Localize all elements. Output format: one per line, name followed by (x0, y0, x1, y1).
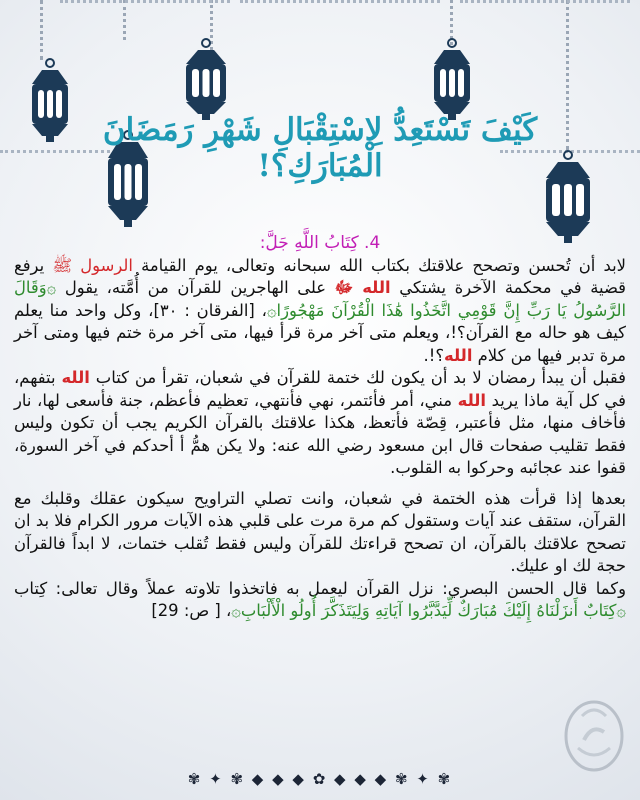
quran-verse: ۞كِتَابٌ أَنزَلْنَاهُ إِلَيْكَ مُبَارَكٌ لِّيَدَّبَّرُوا آيَاتِهِ وَلِيَتَذَكَّرَ أُولُو الْأَلْبَابِ۞ (231, 601, 626, 620)
divine-name: الله (444, 345, 473, 365)
ramadan-logo (562, 696, 626, 774)
article-body (14, 232, 626, 623)
paragraph-text: لابد أن تُحسن وتصحح علاقتك بكتاب الله سبحانه وتعالى، يوم القيامة (141, 255, 626, 275)
section-heading: 4. كِتَابُ اللَّهِ جَلَّ: (259, 233, 381, 253)
page-title: كَيْفَ تَسْتَعِدُّ لِاسْتِقْبَالِ شَهْرِ رَمَضَانَ الْمُبَارَكِ؟! (102, 112, 538, 184)
paragraph-text: مني، أمر فأئتمر، نهي فأنتهي، تعظيم فأعظم، جنة فأسعى لها، نار فأخاف منها، مثل فأعتبر، قِصّة فأتعظ، هكذا علاقتك بالقرآن الكريم يجب أن تكون وليس فقط تقليب صفحات قال ابن مسعود رضي الله عنه: ولا يكن همُّ أ أحدكم في آخر السورة، قفوا عند عجائبه وحركوا به القلوب. (14, 390, 626, 477)
paragraph-text: فقبل أن يبدأ رمضان لا بد أن يكون لك ختمة للقرآن في شعبان، تقرأ من كتاب (89, 368, 627, 387)
bead-chain (460, 0, 630, 63)
divine-name: الله (457, 390, 487, 410)
paragraph-text: ، [ ص: 29] (151, 601, 232, 620)
ornament-divider: ✾ ✦ ✾ ◆ ◆ ◆ ✿ ◆ ◆ ◆ ✾ ✦ ✾ (187, 770, 453, 788)
bead-string (40, 0, 43, 60)
divine-name: الله (61, 368, 90, 387)
spacer (14, 480, 626, 488)
paragraph (14, 255, 626, 368)
lantern-icon (424, 38, 480, 122)
quran-verse: ۞وَقَالَ الرَّسُولُ يَا رَبِّ إِنَّ قَوْمِي اتَّخَذُوا هَٰذَا الْقُرْآنَ مَهْجُورًا۞ (14, 278, 627, 320)
paragraph-text: بتفهم، في كل آية ماذا يريد (14, 368, 626, 410)
paragraph: بعدها إذا قرأت هذه الختمة في شعبان، وانت تصلي التراويح سيكون عقلك وقلبك مع القرآن، ستقف عند آيات وستقول كم مرة مرت على قلبي هذه الآيات مرور الكرام فلا بد ان تصحح علاقتك بالقرآن، ان تصحح قراءتك للقرآن وليس فقط تُقلب ختمات، لا ابداً فالقرآن حجة لك او عليك. (14, 488, 626, 575)
prophet-name: الرسول ﷺ (52, 255, 133, 275)
bead-chain (240, 0, 440, 63)
paragraph-text: وكما قال الحسن البصري: نزل القرآن ليعمل به فاتخذوا تلاوته عملاً وقال تعالى: كِتاب (14, 578, 626, 598)
paragraph (14, 367, 626, 480)
paragraph-text: على الهاجرين للقرآن من أُمَّته، يقول (56, 278, 335, 297)
paragraph-text: يرفع قضية في محكمة الآخرة يشتكي (14, 255, 626, 297)
paragraph-text: ، [الفرقان : ٣٠]، وكل واحد منا يعلم كيف هو حاله مع القرآن؟!، ويعلم متى آخر مرة قرأ فيها، متى آخر مرة ختم فيها ومتى آخر مرة تدبر فيها من كلام (14, 300, 626, 365)
paragraph (14, 578, 626, 623)
divine-name: الله ﷻ (334, 278, 391, 297)
paragraph-text: ؟!. (423, 345, 445, 365)
